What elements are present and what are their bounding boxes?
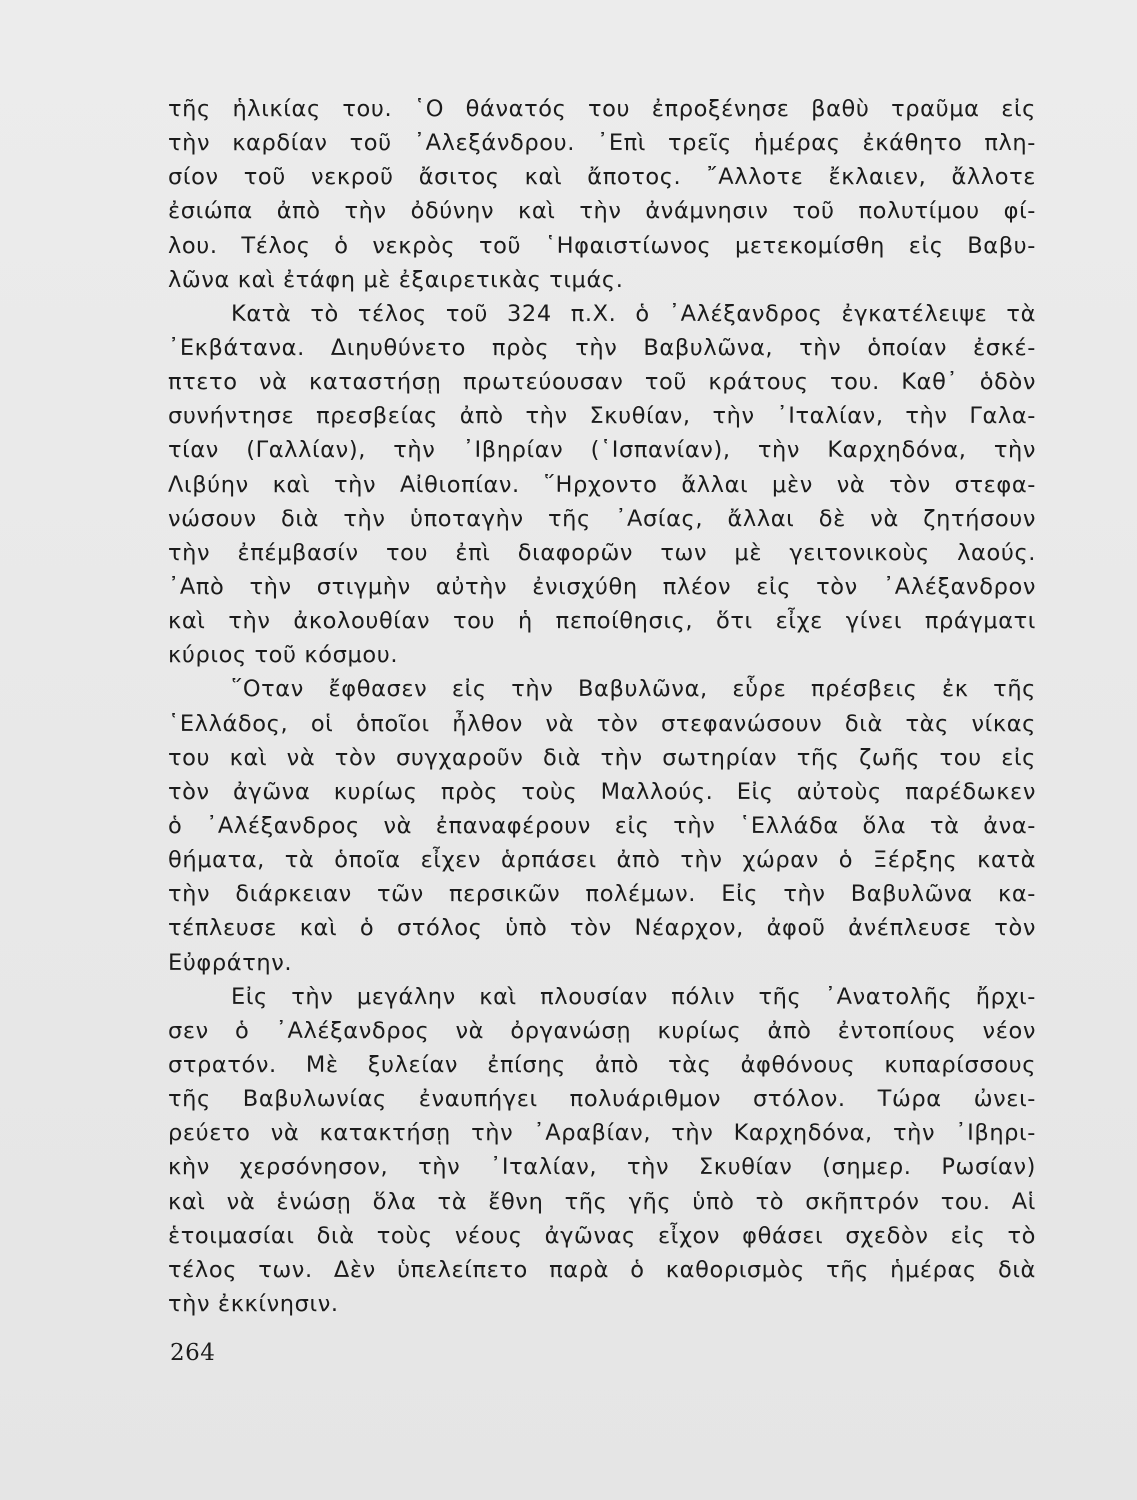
text-line: θήματα, τὰ ὁποῖα εἶχεν ἁρπάσει ἀπὸ τὴν χώραν ὁ Ξέρξης κατὰ [168,847,1036,874]
text-line: τὴν ἐκκίνησιν. [168,1290,339,1317]
paragraph-start-line: Εἰς τὴν μεγάλην καὶ πλουσίαν πόλιν τῆς ᾿Ανατολῆς ἤρχι- [231,983,1036,1010]
text-line: τὴν καρδίαν τοῦ ᾿Αλεξάνδρου. ᾿Επὶ τρεῖς ἡμέρας ἐκάθητο πλη- [168,130,1036,157]
text-line: καὶ τὴν ἀκολουθίαν του ἡ πεποίθησις, ὅτι εἶχε γίνει πράγματι [168,608,1036,635]
text-line: στρατόν. Μὲ ξυλείαν ἐπίσης ἀπὸ τὰς ἀφθόνους κυπαρίσσους [168,1051,1036,1078]
text-line: καὶ νὰ ἑνώσῃ ὅλα τὰ ἔθνη τῆς γῆς ὑπὸ τὸ σκῆπτρόν του. Αἱ [168,1188,1036,1215]
text-line: ἐσιώπα ἀπὸ τὴν ὀδύνην καὶ τὴν ἀνάμνησιν τοῦ πολυτίμου φί- [168,198,1036,225]
text-line: Εὐφράτην. [168,949,293,976]
text-line: πτετο νὰ καταστήσῃ πρωτεύουσαν τοῦ κράτους του. Καθ᾿ ὁδὸν [168,369,1036,396]
text-line: λου. Τέλος ὁ νεκρὸς τοῦ ῾Ηφαιστίωνος μετεκομίσθη εἰς Βαβυ- [168,232,1036,259]
text-line: τίαν (Γαλλίαν), τὴν ᾿Ιβηρίαν (῾Ισπανίαν), τὴν Καρχηδόνα, τὴν [168,437,1036,464]
text-line: ὁ ᾿Αλέξανδρος νὰ ἐπαναφέρουν εἰς τὴν ῾Ελλάδα ὅλα τὰ ἀνα- [168,812,1036,839]
text-line: ᾿Εκβάτανα. Διηυθύνετο πρὸς τὴν Βαβυλῶνα, τὴν ὁποίαν ἐσκέ- [168,334,1036,361]
text-line: σεν ὁ ᾿Αλέξανδρος νὰ ὀργανώσῃ κυρίως ἀπὸ ἐντοπίους νέον [168,1017,1036,1044]
text-line: ἑτοιμασίαι διὰ τοὺς νέους ἀγῶνας εἶχον φθάσει σχεδὸν εἰς τὸ [168,1222,1036,1249]
page-number: 264 [170,1340,216,1366]
text-line: τὸν ἀγῶνα κυρίως πρὸς τοὺς Μαλλούς. Εἰς αὐτοὺς παρέδωκεν [168,778,1036,805]
text-line: τὴν διάρκειαν τῶν περσικῶν πολέμων. Εἰς τὴν Βαβυλῶνα κα- [168,881,1036,908]
text-line: ρεύετο νὰ κατακτήσῃ τὴν ᾿Αραβίαν, τὴν Καρχηδόνα, τὴν ᾿Ιβηρι- [168,1120,1036,1147]
text-line: ῾Ελλάδος, οἱ ὁποῖοι ἦλθον νὰ τὸν στεφανώσουν διὰ τὰς νίκας [168,710,1036,737]
text-line: συνήντησε πρεσβείας ἀπὸ τὴν Σκυθίαν, τὴν ᾿Ιταλίαν, τὴν Γαλα- [168,403,1036,430]
text-line: σίον τοῦ νεκροῦ ἄσιτος καὶ ἄποτος. ῎Αλλοτε ἔκλαιεν, ἄλλοτε [168,164,1036,191]
text-line: του καὶ νὰ τὸν συγχαροῦν διὰ τὴν σωτηρίαν τῆς ζωῆς του εἰς [168,744,1036,771]
paragraph-start-line: Κατὰ τὸ τέλος τοῦ 324 π.Χ. ὁ ᾿Αλέξανδρος ἐγκατέλειψε τὰ [231,300,1036,327]
text-line: κύριος τοῦ κόσμου. [168,642,399,669]
body-text [168,92,1036,1321]
text-line: τέλος των. Δὲν ὑπελείπετο παρὰ ὁ καθορισμὸς τῆς ἡμέρας διὰ [168,1256,1036,1283]
text-line: τὴν ἐπέμβασίν του ἐπὶ διαφορῶν των μὲ γειτονικοὺς λαούς. [168,539,1036,566]
text-line: ᾿Απὸ τὴν στιγμὴν αὐτὴν ἐνισχύθη πλέον εἰς τὸν ᾿Αλέξανδρον [168,573,1036,600]
text-line: τῆς ἡλικίας του. ῾Ο θάνατός του ἐπροξένησε βαθὺ τραῦμα εἰς [168,96,1036,122]
text-line: νώσουν διὰ τὴν ὑποταγὴν τῆς ᾿Ασίας, ἄλλαι δὲ νὰ ζητήσουν [168,505,1036,532]
text-line: τέπλευσε καὶ ὁ στόλος ὑπὸ τὸν Νέαρχον, ἀφοῦ ἀνέπλευσε τὸν [168,915,1036,942]
text-line: κὴν χερσόνησον, τὴν ᾿Ιταλίαν, τὴν Σκυθίαν (σημερ. Ρωσίαν) [168,1154,1036,1181]
text-line: τῆς Βαβυλωνίας ἐναυπήγει πολυάριθμον στόλον. Τώρα ὠνει- [168,1086,1036,1113]
text-line: λῶνα καὶ ἐτάφη μὲ ἐξαιρετικὰς τιμάς. [168,266,624,293]
text-line: Λιβύην καὶ τὴν Αἰθιοπίαν. ῞Ηρχοντο ἄλλαι μὲν νὰ τὸν στεφα- [168,471,1036,498]
paragraph-start-line: ῞Οταν ἔφθασεν εἰς τὴν Βαβυλῶνα, εὗρε πρέσβεις ἐκ τῆς [231,676,1036,703]
